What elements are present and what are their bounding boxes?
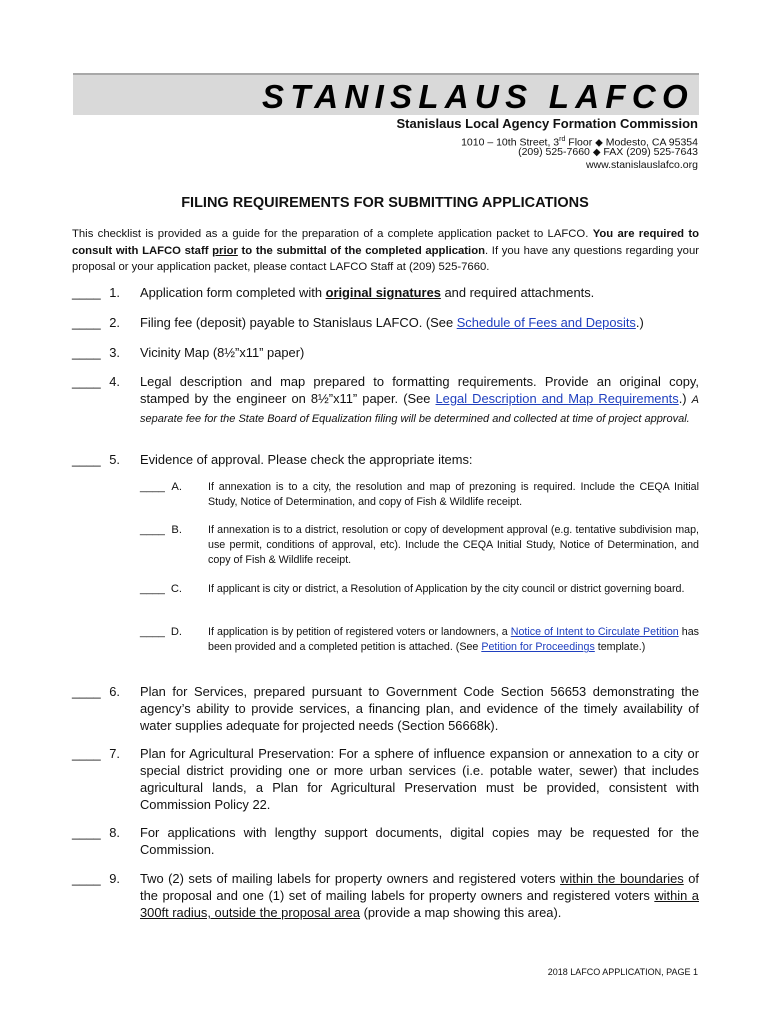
checkbox-blank-9[interactable]: ____ xyxy=(72,871,101,886)
diamond-icon: ◆ xyxy=(592,147,601,158)
checklist-item-7: Plan for Agricultural Preservation: For a sphere of influence expansion or annexation to a city or special district providing one or more urban services (i.e. potable water, sewer) that includes agricultural lands, a Plan for Agricultural Preservation must be provided, consistent with Commission Policy 22. xyxy=(140,746,699,812)
subitem-a: If annexation is to a city, the resolution and map of prezoning is required. Include the CEQA Initial Study, Notice of Determination, and copy of Fish & Wildlife receipt. xyxy=(208,481,699,509)
item-number: 5. xyxy=(109,452,120,467)
item-number: 6. xyxy=(109,684,120,699)
checklist-item-3: Vicinity Map (8½”x11” paper) xyxy=(140,345,305,360)
fees-link[interactable]: Schedule of Fees and Deposits xyxy=(456,315,636,330)
subitem-d: If application is by petition of registered voters or landowners, a Notice of Intent to Circulate Petition has been provided and a completed petition is attached. (See Petition for Proceedings template.) xyxy=(208,626,700,654)
page-footer: 2018 LAFCO APPLICATION, PAGE 1 xyxy=(547,967,698,977)
checkbox-blank-5c[interactable]: ____ xyxy=(140,583,165,595)
item-number: 8. xyxy=(109,825,120,840)
item-number: 3. xyxy=(109,345,120,360)
item-number: 4. xyxy=(109,374,120,389)
petition-link[interactable]: Petition for Proceedings xyxy=(481,641,595,654)
checklist-item-1: Application form completed with original signatures and required attachments. xyxy=(140,285,595,300)
checklist-item-9: Two (2) sets of mailing labels for property owners and registered voters within the boundaries of the proposal and one (1) set of mailing labels for property owners and registered voters within a 300ft radius, outside the proposal area (provide a map showing this area). xyxy=(140,871,699,920)
diamond-icon: ◆ xyxy=(595,137,603,149)
checkbox-blank-2[interactable]: ____ xyxy=(72,315,101,330)
item-number: 9. xyxy=(109,871,120,886)
subitem-letter: C. xyxy=(170,583,182,595)
address-line: 1010 – 10th Street, 3rd Floor ◆ Modesto, CA 95354 xyxy=(461,136,698,149)
subitem-letter: D. xyxy=(170,626,182,638)
checkbox-blank-6[interactable]: ____ xyxy=(72,684,101,699)
intro-paragraph: This checklist is provided as a guide for the preparation of a complete application packet to LAFCO. You are required to consult with LAFCO staff prior to the submittal of the completed application. If you have any questions regarding your proposal or your application packet, please contact LAFCO Staff at (209) 525-7660. xyxy=(72,228,699,273)
subitem-c: If applicant is city or district, a Resolution of Application by the city council or district governing board. xyxy=(208,583,685,595)
legal-description-link[interactable]: Legal Description and Map Requirements xyxy=(435,391,679,406)
document-title: FILING REQUIREMENTS FOR SUBMITTING APPLICATIONS xyxy=(181,195,589,211)
phone-line: (209) 525-7660 ◆ FAX (209) 525-7643 xyxy=(518,146,698,158)
item-number: 1. xyxy=(109,285,120,300)
checkbox-blank-7[interactable]: ____ xyxy=(72,746,101,761)
checkbox-blank-5d[interactable]: ____ xyxy=(140,626,165,638)
checkbox-blank-3[interactable]: ____ xyxy=(72,345,101,360)
checklist-item-4: Legal description and map prepared to formatting requirements. Provide an original copy, stamped by the engineer on 8½”x11” paper. (See Legal Description and Map Requirements.) A separate fee for the State Board of Equalization filing will be determined and collected at time of project approval. xyxy=(140,374,699,425)
checkbox-blank-5a[interactable]: ____ xyxy=(140,481,165,493)
checkbox-blank-5b[interactable]: ____ xyxy=(140,524,165,536)
subitem-b: If annexation is to a district, resolution or copy of development approval (e.g. tentative subdivision map, use permit, conditions of approval, etc). Include the CEQA Initial Study, Notice of Determination, and copy of Fish & Wildlife receipt. xyxy=(208,524,699,567)
notice-of-intent-link[interactable]: Notice of Intent to Circulate Petition xyxy=(510,626,679,638)
checkbox-blank-1[interactable]: ____ xyxy=(72,285,101,300)
org-subtitle: Stanislaus Local Agency Formation Commission xyxy=(396,116,698,131)
title-banner xyxy=(73,75,699,115)
checkbox-blank-8[interactable]: ____ xyxy=(72,825,101,840)
checklist-item-5: Evidence of approval. Please check the appropriate items: xyxy=(140,452,473,467)
item-number: 2. xyxy=(109,315,120,330)
item-number: 7. xyxy=(109,746,120,761)
checklist-item-6: Plan for Services, prepared pursuant to Government Code Section 56653 demonstrating the agency’s ability to provide services, a financing plan, and evidence of the timely availability of water supplies adequate for projected needs (Section 56668k). xyxy=(140,684,699,733)
website-link[interactable]: www.stanislauslafco.org xyxy=(585,159,698,171)
subitem-letter: B. xyxy=(171,524,182,536)
checklist-item-8: For applications with lengthy support documents, digital copies may be requested for the Commission. xyxy=(140,825,699,857)
checkbox-blank-4[interactable]: ____ xyxy=(72,374,101,389)
org-title: STANISLAUS LAFCO xyxy=(261,78,694,115)
checkbox-blank-5[interactable]: ____ xyxy=(72,452,101,467)
checklist-item-2: Filing fee (deposit) payable to Stanislaus LAFCO. (See Schedule of Fees and Deposits.) xyxy=(140,315,644,330)
subitem-letter: A. xyxy=(171,481,182,493)
